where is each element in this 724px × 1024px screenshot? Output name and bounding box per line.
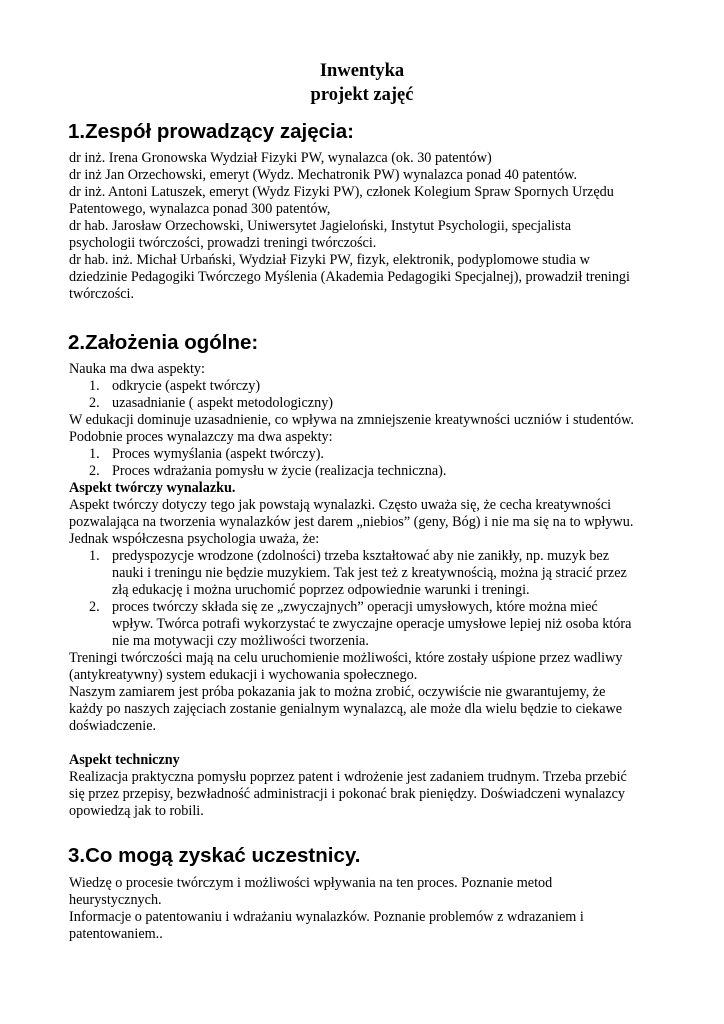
paragraph-line: Informacje o patentowaniu i wdrażaniu wynalazków. Poznanie problemów z wdrazaniem i — [69, 909, 584, 925]
list-text: wpływ. Twórca potrafi wykorzystać te zwyczajne operacje umysłowe lepiej niż osoba która — [112, 616, 632, 632]
team-line: Patentowego, wynalazca ponad 300 patentów, — [69, 201, 331, 217]
paragraph-line: patentowaniem.. — [69, 926, 163, 942]
subheading-creative-aspect: Aspekt twórczy wynalazku. — [69, 480, 236, 496]
section-heading-benefits: 3.Co mogą zyskać uczestnicy. — [68, 844, 361, 867]
list-item — [69, 463, 669, 480]
science-aspects-list — [69, 378, 669, 412]
list-number: 2. — [89, 395, 100, 411]
paragraph-line: Jednak współczesna psychologia uważa, że: — [69, 531, 320, 547]
list-number: 1. — [89, 446, 100, 462]
team-line: dziedzinie Pedagogiki Twórczego Myślenia (Akademia Pedagogiki Specjalnej), prowadził treningi — [69, 269, 630, 285]
list-number: 2. — [89, 599, 100, 615]
document-subtitle: projekt zajęć — [310, 85, 414, 105]
list-number: 2. — [89, 463, 100, 479]
team-line: twórczości. — [69, 286, 135, 302]
list-item — [69, 548, 669, 599]
paragraph-line: Treningi twórczości mają na celu uruchomienie możliwości, które zostały uśpione przez wadliwy — [69, 650, 623, 666]
list-text: Proces wymyślania (aspekt twórczy). — [112, 446, 324, 462]
spacer — [69, 735, 669, 752]
paragraph-line: Aspekt twórczy dotyczy tego jak powstają wynalazki. Często uważa się, że cecha kreatywności — [69, 497, 612, 513]
list-text: złą edukację i można uruchomić poprzez odpowiednie warunki i treningi. — [112, 582, 530, 598]
paragraph-line: Wiedzę o procesie twórczym i możliwości wpływania na ten proces. Poznanie metod — [69, 875, 553, 891]
paragraph-line: Nauka ma dwa aspekty: — [69, 361, 205, 377]
list-item — [69, 378, 669, 395]
paragraph-line: doświadczenie. — [69, 718, 157, 734]
list-text: nie ma motywacji czy możliwości tworzenia. — [112, 633, 369, 649]
list-item — [69, 446, 669, 463]
list-text: proces twórczy składa się ze „zwyczajnych” operacji umysłowych, które można mieć — [112, 599, 598, 615]
document-title: Inwentyka — [319, 61, 405, 81]
paragraph-line: każdy po naszych zajęciach zostanie genialnym wynalazcą, ale może dla wielu będzie to ciekawe — [69, 701, 623, 717]
section-heading-team: 1.Zespół prowadzący zajęcia: — [68, 120, 354, 143]
team-list — [69, 150, 669, 303]
list-text: odkrycie (aspekt twórczy) — [112, 378, 261, 394]
psychology-list — [69, 548, 669, 650]
team-line: dr hab. inż. Michał Urbański, Wydział Fizyki PW, fizyk, elektronik, podyplomowe studia w — [69, 252, 590, 268]
list-item — [69, 599, 669, 650]
team-line: psychologii twórczości, prowadzi treningi twórczości. — [69, 235, 377, 251]
paragraph-line: W edukacji dominuje uzasadnienie, co wpływa na zmniejszenie kreatywności uczniów i studentów. — [69, 412, 634, 428]
paragraph-line: heurystycznych. — [69, 892, 162, 908]
list-text: Proces wdrażania pomysłu w życie (realizacja techniczna). — [112, 463, 447, 479]
paragraph-line: pozwalająca na tworzenia wynalazków jest darem „niebios” (geny, Bóg) i nie ma się na to wpływu. — [69, 514, 634, 530]
subheading-technical-aspect: Aspekt techniczny — [69, 752, 180, 768]
paragraph-line: się przez przepisy, bezwładność administracji i pokonać brak pieniędzy. Doświadczeni wynalazcy — [69, 786, 625, 802]
list-number: 1. — [89, 378, 100, 394]
team-line: dr inż. Irena Gronowska Wydział Fizyki PW, wynalazca (ok. 30 patentów) — [69, 150, 492, 166]
paragraph-line: Naszym zamiarem jest próba pokazania jak to można zrobić, oczywiście nie gwarantujemy, że — [69, 684, 606, 700]
section-heading-assumptions: 2.Założenia ogólne: — [68, 331, 259, 354]
list-text: predyspozycje wrodzone (zdolności) trzeba kształtować aby nie zanikły, np. muzyk bez — [112, 548, 610, 564]
benefits-body — [69, 875, 669, 943]
list-text: uzasadnianie ( aspekt metodologiczny) — [112, 395, 334, 411]
assumptions-body — [69, 361, 669, 820]
paragraph-line: (antykreatywny) system edukacji i wychowania społecznego. — [69, 667, 418, 683]
team-line: dr hab. Jarosław Orzechowski, Uniwersytet Jagieloński, Instytut Psychologii, specjalista — [69, 218, 571, 234]
list-number: 1. — [89, 548, 100, 564]
team-line: dr inż Jan Orzechowski, emeryt (Wydz. Mechatronik PW) wynalazca ponad 40 patentów. — [69, 167, 578, 183]
list-item — [69, 395, 669, 412]
invention-process-list — [69, 446, 669, 480]
paragraph-line: opowiedzą jak to robili. — [69, 803, 204, 819]
paragraph-line: Podobnie proces wynalazczy ma dwa aspekty: — [69, 429, 333, 445]
paragraph-line: Realizacja praktyczna pomysłu poprzez patent i wdrożenie jest zadaniem trudnym. Trzeba przebić — [69, 769, 627, 785]
team-line: dr inż. Antoni Latuszek, emeryt (Wydz Fizyki PW), członek Kolegium Spraw Spornych Urzędu — [69, 184, 614, 200]
list-text: nauki i treningu nie będzie muzykiem. Tak jest też z kreatywnością, można ją stracić przez — [112, 565, 627, 581]
